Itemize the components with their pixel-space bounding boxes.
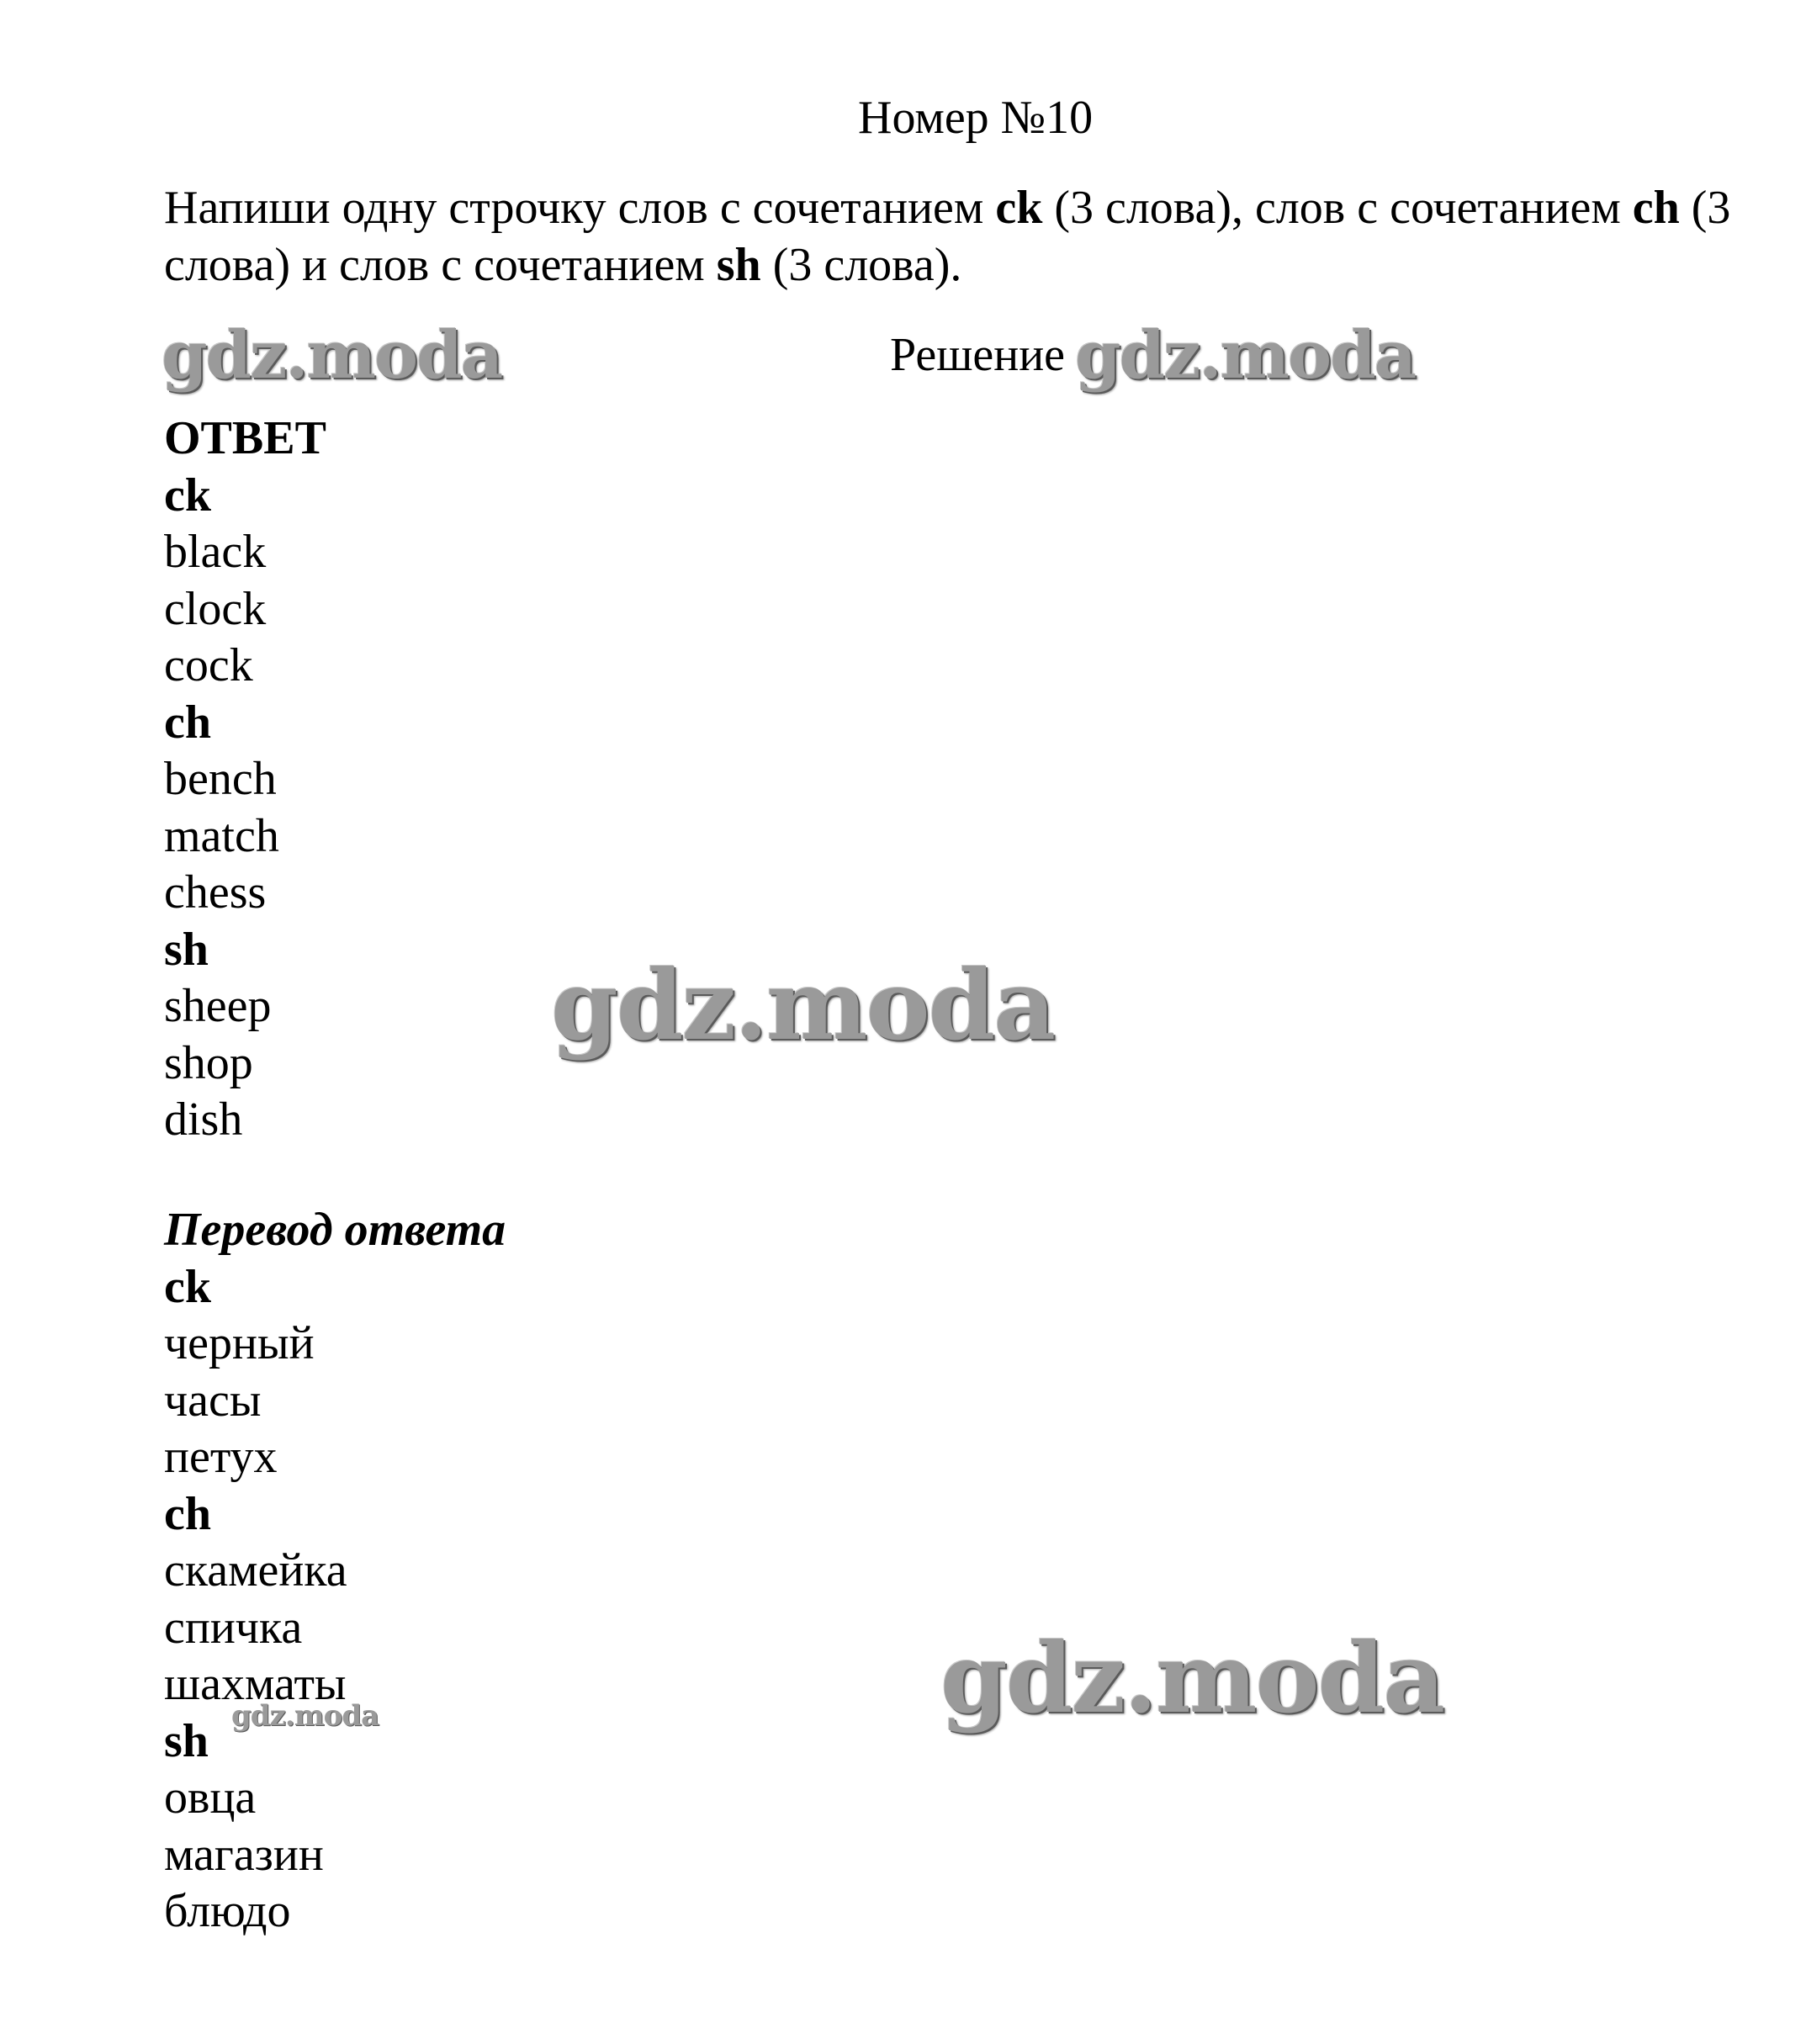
- translation-section: [164, 1202, 506, 1941]
- answer-word: shop: [164, 1036, 253, 1089]
- task-text: [164, 179, 1762, 294]
- answer-word: cock: [164, 639, 253, 691]
- translation-word: спичка: [164, 1601, 303, 1654]
- answer-word: chess: [164, 866, 267, 919]
- task-combo-sh: sh: [716, 239, 761, 291]
- answer-group-label: ch: [164, 696, 211, 749]
- task-text-part: Напиши одну строчку слов с сочетанием: [164, 182, 996, 234]
- answer-word: match: [164, 809, 279, 862]
- translation-word: скамейка: [164, 1544, 347, 1597]
- translation-word: черный: [164, 1317, 315, 1369]
- answer-group-label: ck: [164, 469, 211, 522]
- translation-word: шахматы: [164, 1658, 347, 1710]
- answer-section: [164, 410, 326, 1149]
- watermark: gdz.moda: [1075, 317, 1416, 394]
- answer-word: bench: [164, 753, 277, 805]
- translation-word: петух: [164, 1431, 278, 1483]
- task-text-part: (3 слова) и слов с сочетанием: [164, 182, 1731, 291]
- watermark: gdz.moda: [940, 1622, 1444, 1734]
- watermark: gdz.moda: [162, 317, 502, 394]
- task-combo-ch: ch: [1632, 182, 1680, 234]
- translation-word: часы: [164, 1374, 262, 1427]
- page-title: Номер №10: [858, 92, 1094, 144]
- translation-word: овца: [164, 1771, 257, 1824]
- translation-word: магазин: [164, 1828, 324, 1881]
- task-text-part: (3 слова), слов с сочетанием: [1042, 182, 1633, 234]
- translation-group-label: ck: [164, 1260, 211, 1313]
- answer-group-label: sh: [164, 923, 209, 976]
- solution-label: Решение: [890, 329, 1066, 381]
- answer-heading: ОТВЕТ: [164, 412, 326, 464]
- answer-word: black: [164, 526, 267, 578]
- translation-heading: Перевод ответа: [164, 1204, 506, 1256]
- translation-group-label: sh: [164, 1714, 209, 1767]
- task-combo-ck: ck: [995, 182, 1043, 234]
- answer-word: clock: [164, 582, 267, 635]
- watermark: gdz.moda: [551, 949, 1055, 1062]
- watermark: gdz.moda: [231, 1699, 379, 1733]
- answer-word: sheep: [164, 980, 272, 1032]
- task-text-part: (3 слова).: [760, 239, 962, 291]
- answer-word: dish: [164, 1093, 243, 1146]
- translation-word: блюдо: [164, 1885, 291, 1937]
- translation-group-label: ch: [164, 1487, 211, 1540]
